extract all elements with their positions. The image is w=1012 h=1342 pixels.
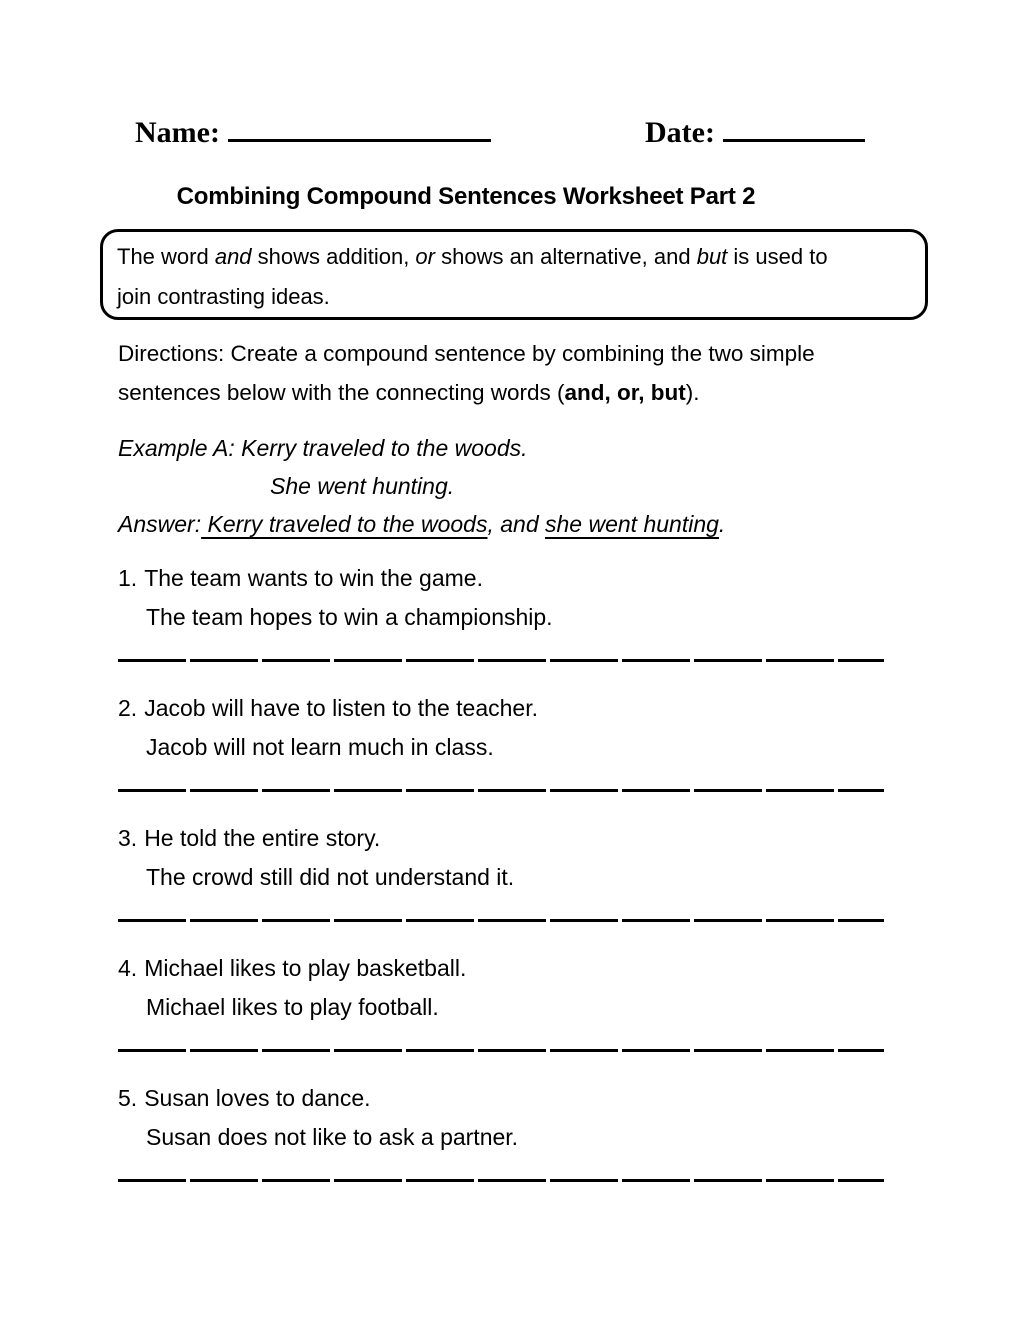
- directions-text: sentences below with the connecting words (: [118, 380, 565, 405]
- directions-line-1: Directions: Create a compound sentence by combining the two simple: [118, 341, 815, 366]
- example-block: [118, 429, 725, 543]
- worksheet-item: [118, 1079, 884, 1182]
- item-first-sentence-line: [118, 819, 884, 858]
- answer-blank-line[interactable]: [118, 659, 884, 662]
- item-sentence-1: Michael likes to play basketball.: [144, 955, 467, 981]
- answer-label: Answer:: [118, 511, 202, 537]
- rule-text-line-1: [117, 237, 911, 277]
- item-sentence-1: Susan loves to dance.: [144, 1085, 371, 1111]
- example-answer-line: [118, 505, 725, 543]
- item-first-sentence-line: [118, 689, 884, 728]
- item-sentence-1: Jacob will have to listen to the teacher.: [144, 695, 538, 721]
- rule-text: The word: [117, 244, 215, 269]
- rule-text: shows addition,: [251, 244, 416, 269]
- item-sentence-2: Jacob will not learn much in class.: [146, 734, 494, 760]
- worksheet-item: [118, 819, 884, 922]
- name-field-row: [135, 116, 491, 150]
- example-answer-blank-2: she went hunting: [545, 511, 719, 537]
- worksheet-title: Combining Compound Sentences Worksheet Part 2: [176, 183, 756, 210]
- worksheet-item: [118, 949, 884, 1052]
- date-blank-line[interactable]: [723, 139, 865, 142]
- name-blank-line[interactable]: [228, 139, 491, 142]
- item-first-sentence-line: [118, 1079, 884, 1118]
- item-sentence-2: The crowd still did not understand it.: [146, 864, 515, 890]
- answer-blank-line[interactable]: [118, 789, 884, 792]
- worksheet-item: [118, 559, 884, 662]
- item-sentence-2: The team hopes to win a championship.: [146, 604, 553, 630]
- item-first-sentence-line: [118, 949, 884, 988]
- items-list: [118, 559, 884, 1209]
- rule-info-box: [100, 229, 928, 320]
- rule-text: shows an alternative, and: [434, 244, 697, 269]
- item-sentence-1: The team wants to win the game.: [144, 565, 483, 591]
- item-sentence-2: Michael likes to play football.: [146, 994, 439, 1020]
- example-answer-blank-1: Kerry traveled to the woods: [201, 511, 488, 537]
- item-number: 3.: [118, 825, 138, 851]
- example-line-2: She went hunting.: [270, 473, 455, 499]
- item-sentence-1: He told the entire story.: [144, 825, 381, 851]
- date-label: Date:: [645, 116, 715, 149]
- directions-line-2: [118, 373, 815, 412]
- answer-period: .: [718, 511, 726, 537]
- item-number: 1.: [118, 565, 138, 591]
- answer-blank-line[interactable]: [118, 1049, 884, 1052]
- item-number: 4.: [118, 955, 138, 981]
- answer-blank-line[interactable]: [118, 1179, 884, 1182]
- item-first-sentence-line: [118, 559, 884, 598]
- rule-word-and: and: [214, 244, 252, 269]
- answer-connector: , and: [487, 511, 546, 537]
- item-sentence-2: Susan does not like to ask a partner.: [146, 1124, 519, 1150]
- item-number: 2.: [118, 695, 138, 721]
- example-line-1: Example A: Kerry traveled to the woods.: [118, 435, 528, 461]
- rule-text: is used to: [727, 244, 828, 269]
- directions-text: ).: [685, 380, 700, 405]
- rule-word-or: or: [415, 244, 435, 269]
- name-label: Name:: [135, 116, 220, 149]
- directions-block: [118, 334, 815, 412]
- connecting-words: and, or, but: [564, 380, 686, 405]
- rule-text-line-2: join contrasting ideas.: [117, 284, 330, 309]
- answer-blank-line[interactable]: [118, 919, 884, 922]
- date-field-row: [645, 116, 865, 150]
- rule-word-but: but: [696, 244, 728, 269]
- worksheet-item: [118, 689, 884, 792]
- item-number: 5.: [118, 1085, 138, 1111]
